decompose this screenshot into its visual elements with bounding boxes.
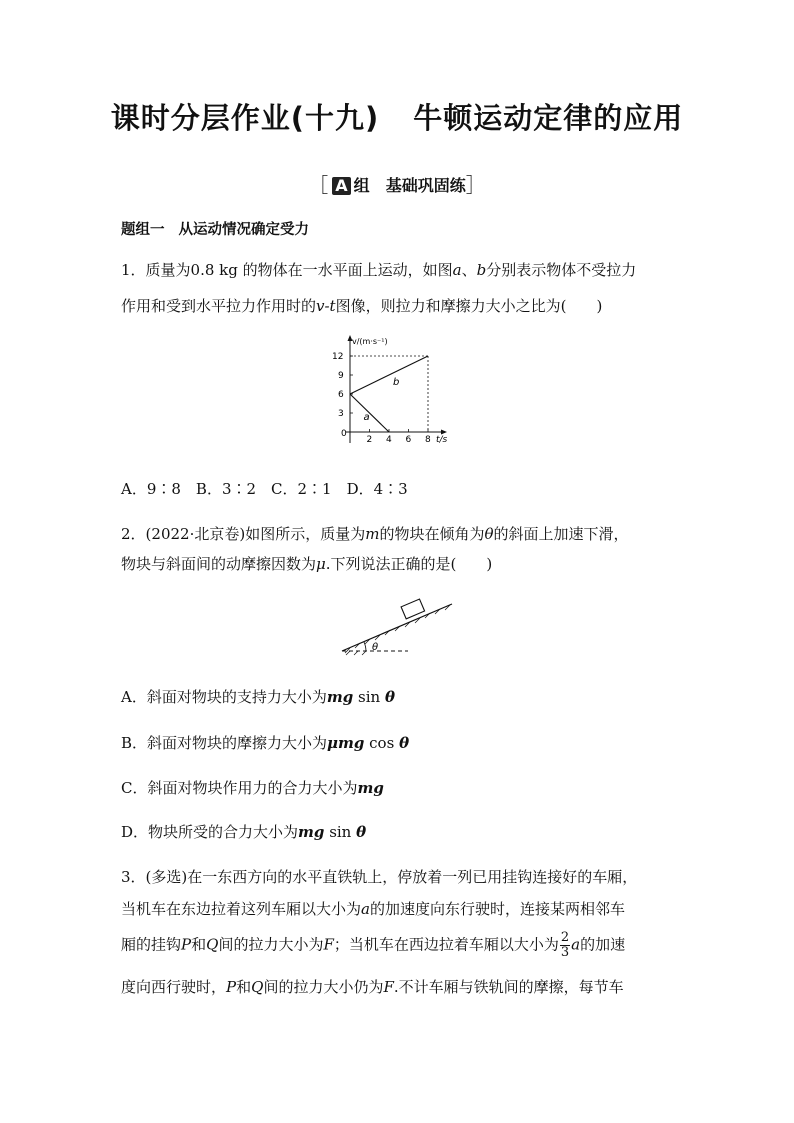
q1-line-2 [121,295,602,316]
block [401,599,424,619]
q2-var-theta: θ [484,525,494,543]
q1-text-2: 分别表示物体不受拉力 [486,261,637,279]
q2-var-m: m [365,525,380,543]
series-b-label: b [393,377,400,389]
q2-line-1 [121,523,629,544]
q2-text-5: .下列说法正确的是( ) [325,555,493,573]
q1-sep: 、 [461,261,477,279]
q3-line-2 [121,898,625,919]
q3-text-3: 厢的挂钩 [121,935,182,954]
series-b-line [350,356,428,394]
q3-var-a: a [361,900,370,918]
q2-option-b [121,732,409,753]
q3-var-q-2: Q [251,978,264,996]
q2-opt-a-text: A．斜面对物块的支持力大小为 [121,688,327,706]
q1-line-1 [121,259,636,280]
y-tick-label-0: 3 [338,409,344,420]
q3-var-p: P [181,935,192,954]
incline-figure [336,592,460,656]
series-a-label: a [363,412,370,424]
q3-line-4 [121,976,624,997]
q3-line-1: 3．(多选)在一东西方向的水平直铁轨上，停放着一列已用挂钩连接好的车厢， [121,868,638,886]
q2-text-4: 物块与斜面间的动摩擦因数为 [121,555,317,573]
q2-text-3: 的斜面上加速下滑， [493,525,629,543]
q2-option-c [121,777,384,798]
q3-var-a-2: a [571,935,581,954]
angle-label: θ [372,642,379,653]
x-tick-label-0: 2 [366,435,373,445]
q2-opt-d-fn: sin [329,823,352,841]
q2-line-2 [121,553,492,574]
q2-option-a [121,686,395,707]
q2-option-d [121,821,366,842]
q3-text-5: ；当机车在西边拉着车厢以大小为 [333,935,559,954]
q1-var-a: a [452,261,462,279]
q3-var-p-2: P [226,978,237,996]
q3-var-f: F [323,935,334,954]
q2-opt-d-expr: mg [298,823,325,841]
section-heading [121,218,309,239]
y-tick-label-2: 9 [338,371,344,382]
x-tick-label-2: 6 [405,435,412,445]
q2-opt-c-text: C．斜面对物块作用力的合力大小为 [121,779,358,797]
group-word: 组 [353,176,370,195]
title-series: 课时分层作业(十九) [110,101,380,135]
q3-text-4: 间的拉力大小为 [218,935,324,954]
q2-opt-a-fn: sin [358,688,381,706]
q2-text-1: 2．(2022·北京卷)如图所示，质量为 [121,525,366,543]
q2-opt-b-expr: μmg [327,734,365,752]
group-bracket-close: ］ [465,173,486,197]
x-tick-label-1: 4 [386,435,392,445]
q3-line-3 [121,931,625,960]
q3-text-2: 的加速度向东行驶时，连接某两相邻车 [369,900,625,918]
q3-and-2: 和 [236,978,252,996]
q2-opt-d-text: D．物块所受的合力大小为 [121,823,299,841]
vt-chart [330,330,460,450]
q1-options: A．9∶8 B．3∶2 C．2∶1 D．4∶3 [121,480,408,498]
q2-opt-b-fn: cos [369,734,395,752]
x-axis-arrow [441,430,447,435]
incline-surface [342,604,452,651]
origin-label: 0 [341,429,347,439]
q3-text-6: 的加速 [580,935,626,954]
q3-text-7: 度向西行驶时， [121,978,227,996]
q3-var-q: Q [206,935,219,954]
q1-text-3: 作用和受到水平拉力作用时的 [121,297,317,315]
q3-fraction [560,931,570,960]
section-name: 从运动情况确定受力 [178,222,309,238]
ground-hatching [346,651,366,655]
q2-opt-c-expr: mg [357,779,384,797]
group-name: 基础巩固练 [385,176,466,195]
q1-text-1: 1．质量为0.8 kg 的物体在一水平面上运动，如图 [121,261,453,279]
q3-and: 和 [191,935,207,954]
section-label: 题组一 [121,222,165,238]
series-lines [350,356,428,432]
q3-text-9: .不计车厢与铁轨间的摩擦，每节车 [393,978,624,996]
q3-frac-den: 3 [560,945,570,960]
y-tick-label-1: 6 [338,390,344,401]
q3-text-1: 当机车在东边拉着这列车厢以大小为 [121,900,362,918]
y-tick-label-3: 12 [332,352,344,363]
guide-lines [350,356,428,432]
q3-var-f-2: F [383,978,394,996]
x-axis-label: t/s [436,435,448,445]
y-axis-label: v/(m·s⁻¹) [352,337,388,346]
q3-text-8: 间的拉力大小仍为 [263,978,384,996]
q1-vt: v-t [316,297,336,315]
q2-text-2: 的物块在倾角为 [379,525,485,543]
q2-var-mu: μ [316,555,326,573]
q2-opt-a-var: θ [384,688,395,706]
q2-opt-b-var: θ [399,734,410,752]
group-heading [0,168,794,197]
page-title [0,96,794,137]
title-topic: 牛顿运动定律的应用 [413,101,684,135]
q1-var-b: b [476,261,487,279]
group-letter-badge: A [332,177,350,195]
q2-opt-d-var: θ [356,823,367,841]
q2-opt-a-expr: mg [326,688,354,706]
x-tick-label-3: 8 [425,435,431,445]
tick-labels [332,352,431,445]
q3-frac-num: 2 [560,930,570,945]
q2-opt-b-text: B．斜面对物块的摩擦力大小为 [121,734,328,752]
group-bracket-open: ［ [308,173,329,197]
q1-text-4: 图像，则拉力和摩擦力大小之比为( ) [335,297,603,315]
